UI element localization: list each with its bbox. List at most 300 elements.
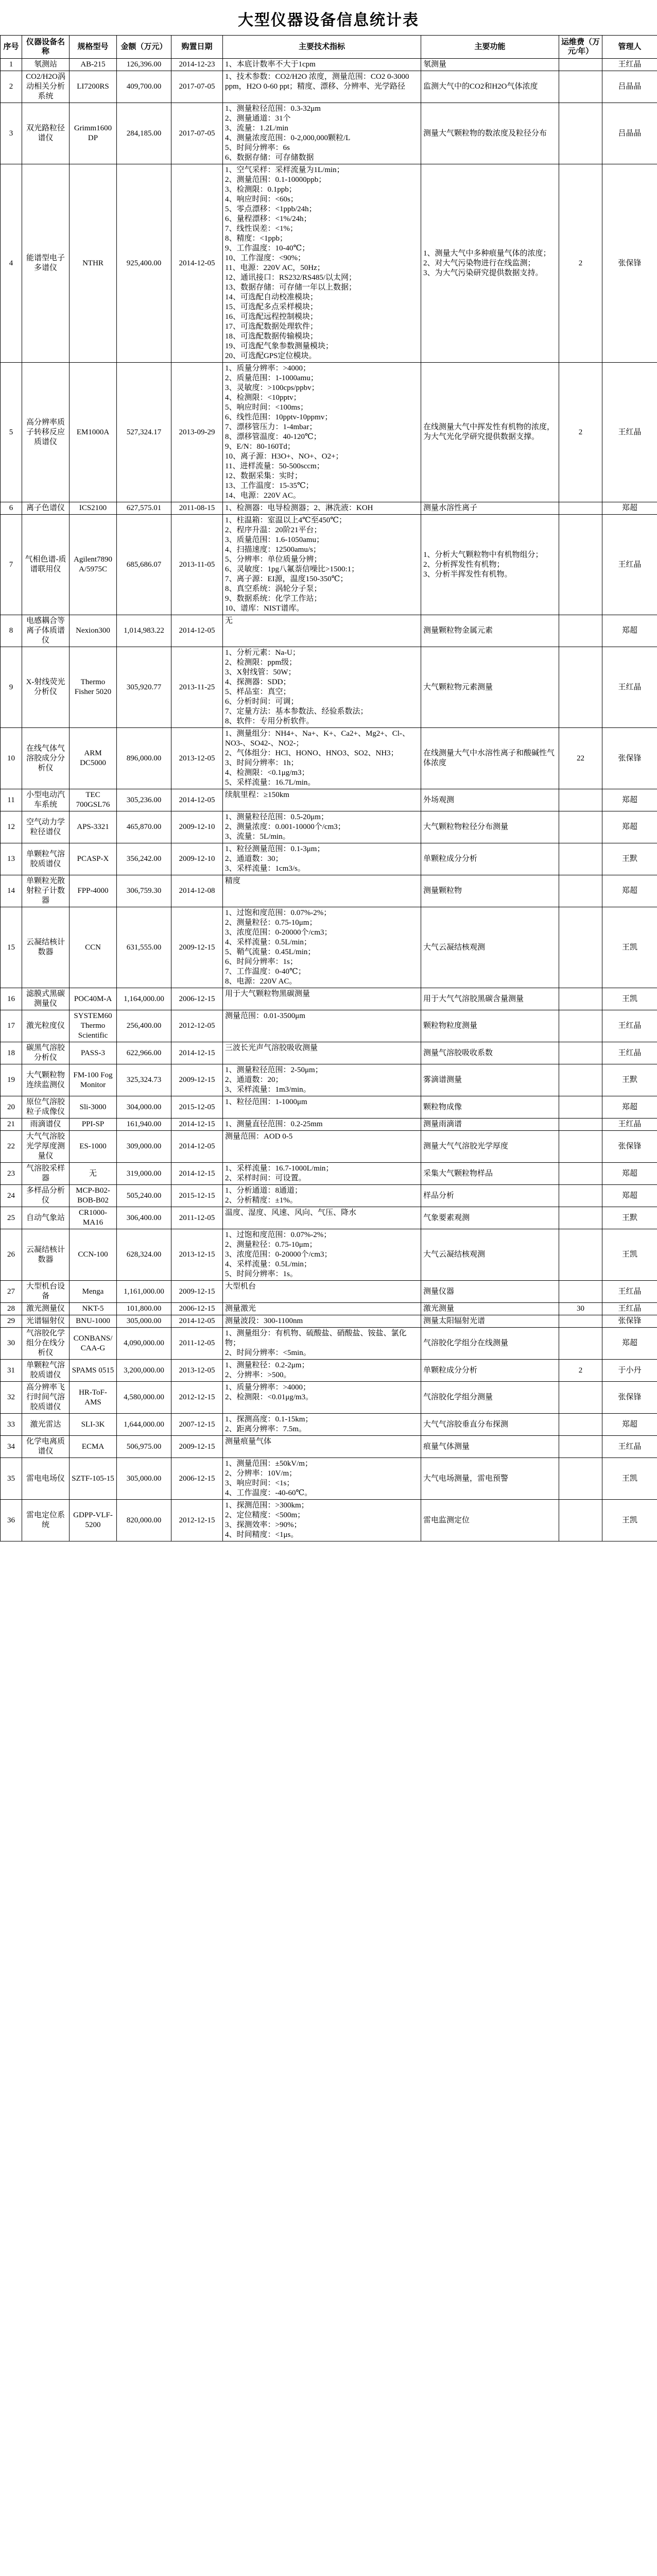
row-date: 2014-12-05 bbox=[171, 164, 223, 363]
row-function: 大气云凝结核观测 bbox=[421, 1229, 559, 1281]
row-amount: 306,759.30 bbox=[117, 875, 171, 907]
row-date: 2014-12-15 bbox=[171, 1118, 223, 1131]
row-date: 2013-12-15 bbox=[171, 1229, 223, 1281]
table-row bbox=[1, 1163, 657, 1185]
row-fee bbox=[559, 1458, 602, 1500]
row-no: 27 bbox=[1, 1281, 22, 1303]
row-specs: 1、本底计数率不大于1cpm bbox=[223, 59, 421, 71]
row-function: 激光测量 bbox=[421, 1303, 559, 1315]
row-amount: 527,324.17 bbox=[117, 363, 171, 502]
row-name: 气相色谱-质谱联用仪 bbox=[22, 515, 70, 615]
row-specs: 测量范围：AOD 0-5 bbox=[223, 1131, 421, 1163]
row-model: FM-100 Fog Monitor bbox=[70, 1064, 117, 1096]
row-specs: 1、探测范围：>300km； 2、定位精度：<500m； 3、探测效率：>90%； 4、时间精度：<1μs。 bbox=[223, 1500, 421, 1541]
row-specs: 1、过饱和度范围：0.07%-2%； 2、测量粒径：0.75-10μm； 3、浓度范围：0-20000个/cm3； 4、采样流量：0.5L/min； 5、鞘气流量：0.45L/min； 6、时间分辨率：1s； 7、工作温度：0-40℃； 8、电源：220V AC。 bbox=[223, 907, 421, 988]
row-amount: 1,161,000.00 bbox=[117, 1281, 171, 1303]
row-name: 能谱型电子多谱仪 bbox=[22, 164, 70, 363]
row-name: 大型机台设备 bbox=[22, 1281, 70, 1303]
table-row bbox=[1, 811, 657, 843]
row-model: SPAMS 0515 bbox=[70, 1360, 117, 1382]
row-no: 8 bbox=[1, 615, 22, 647]
row-fee bbox=[559, 1185, 602, 1207]
row-model: Agilent7890A/5975C bbox=[70, 515, 117, 615]
row-amount: 1,014,983.22 bbox=[117, 615, 171, 647]
row-amount: 925,400.00 bbox=[117, 164, 171, 363]
row-date: 2007-12-15 bbox=[171, 1414, 223, 1436]
table-row bbox=[1, 647, 657, 728]
row-model: MCP-B02-BOB-B02 bbox=[70, 1185, 117, 1207]
row-specs: 1、测量粒径：0.2-2μm； 2、分辨率：>500。 bbox=[223, 1360, 421, 1382]
row-date: 2014-12-23 bbox=[171, 59, 223, 71]
table-row bbox=[1, 1500, 657, 1541]
row-model: BNU-1000 bbox=[70, 1315, 117, 1328]
row-specs: 三波长光声气溶胶吸收测量 bbox=[223, 1042, 421, 1064]
row-model: ES-1000 bbox=[70, 1131, 117, 1163]
row-no: 4 bbox=[1, 164, 22, 363]
row-no: 35 bbox=[1, 1458, 22, 1500]
row-date: 2009-12-15 bbox=[171, 907, 223, 988]
row-function: 在线测量大气中挥发性有机物的浓度，为大气光化学研究提供数据支撑。 bbox=[421, 363, 559, 502]
row-fee bbox=[559, 1131, 602, 1163]
row-amount: 4,090,000.00 bbox=[117, 1328, 171, 1360]
row-model: Sli-3000 bbox=[70, 1096, 117, 1118]
row-model: Nexion300 bbox=[70, 615, 117, 647]
table-row bbox=[1, 1303, 657, 1315]
row-no: 17 bbox=[1, 1010, 22, 1042]
row-date: 2013-12-05 bbox=[171, 1360, 223, 1382]
row-date: 2006-12-15 bbox=[171, 1458, 223, 1500]
row-date: 2014-12-15 bbox=[171, 1163, 223, 1185]
table-row bbox=[1, 363, 657, 502]
row-name: 滤膜式黑碳测量仪 bbox=[22, 988, 70, 1010]
row-manager: 郑超 bbox=[602, 502, 657, 515]
row-fee: 2 bbox=[559, 363, 602, 502]
table-row bbox=[1, 1207, 657, 1229]
row-model: Grimm1600DP bbox=[70, 103, 117, 164]
row-specs: 1、技术参数：CO2/H2O 浓度，测量范围：CO2 0-3000 ppm，H2O 0-60 ppt；精度、漂移、分辨率、光学路径 bbox=[223, 71, 421, 103]
row-model: POC40M-A bbox=[70, 988, 117, 1010]
row-model: AB-215 bbox=[70, 59, 117, 71]
row-function: 测量雨滴谱 bbox=[421, 1118, 559, 1131]
row-fee: 2 bbox=[559, 164, 602, 363]
row-fee bbox=[559, 875, 602, 907]
row-function: 气象要素观测 bbox=[421, 1207, 559, 1229]
row-date: 2014-12-05 bbox=[171, 1131, 223, 1163]
row-amount: 284,185.00 bbox=[117, 103, 171, 164]
row-no: 18 bbox=[1, 1042, 22, 1064]
table-row bbox=[1, 502, 657, 515]
row-manager: 郑超 bbox=[602, 1328, 657, 1360]
row-function: 测量颗粒物 bbox=[421, 875, 559, 907]
table-row bbox=[1, 1229, 657, 1281]
row-name: 激光测量仪 bbox=[22, 1303, 70, 1315]
row-amount: 305,000.00 bbox=[117, 1458, 171, 1500]
row-date: 2009-12-15 bbox=[171, 1064, 223, 1096]
row-specs: 测量激光 bbox=[223, 1303, 421, 1315]
header-function: 主要功能 bbox=[421, 36, 559, 59]
row-amount: 1,164,000.00 bbox=[117, 988, 171, 1010]
row-amount: 305,000.00 bbox=[117, 1315, 171, 1328]
row-name: 激光粒度仪 bbox=[22, 1010, 70, 1042]
row-function: 测量太阳辐射光谱 bbox=[421, 1315, 559, 1328]
row-manager: 王默 bbox=[602, 1207, 657, 1229]
row-name: 单颗粒气溶胶质谱仪 bbox=[22, 843, 70, 875]
row-function: 雾滴谱测量 bbox=[421, 1064, 559, 1096]
row-date: 2012-12-15 bbox=[171, 1500, 223, 1541]
row-function: 测量水溶性离子 bbox=[421, 502, 559, 515]
row-amount: 4,580,000.00 bbox=[117, 1382, 171, 1414]
row-function: 颗粒物粒度测量 bbox=[421, 1010, 559, 1042]
row-date: 2009-12-15 bbox=[171, 1436, 223, 1458]
row-model: LI7200RS bbox=[70, 71, 117, 103]
row-specs: 测量范围：0.01-3500μm bbox=[223, 1010, 421, 1042]
row-specs: 无 bbox=[223, 615, 421, 647]
table-row bbox=[1, 59, 657, 71]
table-row bbox=[1, 1414, 657, 1436]
row-specs: 测量波段：300-1100nm bbox=[223, 1315, 421, 1328]
table-row bbox=[1, 728, 657, 789]
row-amount: 356,242.00 bbox=[117, 843, 171, 875]
row-fee bbox=[559, 1500, 602, 1541]
row-no: 9 bbox=[1, 647, 22, 728]
row-date: 2006-12-15 bbox=[171, 988, 223, 1010]
header-no: 序号 bbox=[1, 36, 22, 59]
row-date: 2017-07-05 bbox=[171, 103, 223, 164]
row-date: 2017-07-05 bbox=[171, 71, 223, 103]
row-date: 2014-12-15 bbox=[171, 1042, 223, 1064]
row-name: 大气气溶胶光学厚度测量仪 bbox=[22, 1131, 70, 1163]
header-specs: 主要技术指标 bbox=[223, 36, 421, 59]
row-model: CCN bbox=[70, 907, 117, 988]
table-row bbox=[1, 1315, 657, 1328]
row-name: 在线气体气溶胶成分分析仪 bbox=[22, 728, 70, 789]
row-amount: 309,000.00 bbox=[117, 1131, 171, 1163]
row-function: 大气电场测量，雷电预警 bbox=[421, 1458, 559, 1500]
row-name: 双光路粒径谱仪 bbox=[22, 103, 70, 164]
row-manager: 王红晶 bbox=[602, 59, 657, 71]
row-model: TEC 700GSL76 bbox=[70, 789, 117, 811]
row-date: 2015-12-15 bbox=[171, 1185, 223, 1207]
row-manager: 王红晶 bbox=[602, 1042, 657, 1064]
row-amount: 465,870.00 bbox=[117, 811, 171, 843]
row-amount: 896,000.00 bbox=[117, 728, 171, 789]
row-manager: 王凯 bbox=[602, 1500, 657, 1541]
row-specs: 1、过饱和度范围：0.07%-2%； 2、测量粒径：0.75-10μm； 3、浓度范围：0-20000个/cm3； 4、采样流量：0.5L/min； 5、时间分辨率：1s。 bbox=[223, 1229, 421, 1281]
row-model: CCN-100 bbox=[70, 1229, 117, 1281]
row-manager: 张保锋 bbox=[602, 728, 657, 789]
table-row bbox=[1, 1436, 657, 1458]
row-fee bbox=[559, 1229, 602, 1281]
row-date: 2014-12-05 bbox=[171, 789, 223, 811]
row-fee bbox=[559, 1010, 602, 1042]
row-manager: 王红晶 bbox=[602, 515, 657, 615]
row-model: CR1000-MA16 bbox=[70, 1207, 117, 1229]
row-manager: 王红晶 bbox=[602, 363, 657, 502]
row-function: 痕量气体测量 bbox=[421, 1436, 559, 1458]
row-manager: 王红晶 bbox=[602, 1118, 657, 1131]
row-date: 2009-12-10 bbox=[171, 811, 223, 843]
row-date: 2012-12-15 bbox=[171, 1382, 223, 1414]
row-fee bbox=[559, 615, 602, 647]
header-date: 购置日期 bbox=[171, 36, 223, 59]
row-no: 15 bbox=[1, 907, 22, 988]
row-manager: 王凯 bbox=[602, 1229, 657, 1281]
row-name: 气溶胶化学组分在线分析仪 bbox=[22, 1328, 70, 1360]
row-manager: 张保锋 bbox=[602, 1382, 657, 1414]
row-date: 2014-12-05 bbox=[171, 615, 223, 647]
row-no: 10 bbox=[1, 728, 22, 789]
row-function: 单颗粒成分分析 bbox=[421, 1360, 559, 1382]
row-function: 测量颗粒物金属元素 bbox=[421, 615, 559, 647]
row-fee bbox=[559, 1118, 602, 1131]
row-fee bbox=[559, 1315, 602, 1328]
header-amount: 金额（万元） bbox=[117, 36, 171, 59]
row-model: EM1000A bbox=[70, 363, 117, 502]
row-specs: 1、检测器：电导检测器；2、淋洗液：KOH bbox=[223, 502, 421, 515]
row-fee bbox=[559, 1207, 602, 1229]
table-row bbox=[1, 1382, 657, 1414]
row-name: 云凝结核计数器 bbox=[22, 1229, 70, 1281]
row-fee bbox=[559, 811, 602, 843]
row-name: 离子色谱仪 bbox=[22, 502, 70, 515]
row-model: CONBANS/CAA-G bbox=[70, 1328, 117, 1360]
row-model: SLI-3K bbox=[70, 1414, 117, 1436]
row-function: 大气云凝结核观测 bbox=[421, 907, 559, 988]
row-name: 激光雷达 bbox=[22, 1414, 70, 1436]
table-body bbox=[1, 59, 657, 1541]
row-manager: 王红晶 bbox=[602, 1281, 657, 1303]
row-no: 12 bbox=[1, 811, 22, 843]
row-specs: 1、测量直径范围：0.2-25mm bbox=[223, 1118, 421, 1131]
row-name: CO2/H2O涡动相关分析系统 bbox=[22, 71, 70, 103]
row-model: SYSTEM60 Thermo Scientific bbox=[70, 1010, 117, 1042]
row-no: 2 bbox=[1, 71, 22, 103]
row-manager: 郑超 bbox=[602, 1185, 657, 1207]
row-fee: 22 bbox=[559, 728, 602, 789]
row-specs: 1、测量粒径范围：0.3-32μm 2、测量通道：31个 3、流量：1.2L/min 4、测量浓度范围：0-2,000,000颗粒/L 5、时间分辨率：6s 6、数据存储：可存储数据 bbox=[223, 103, 421, 164]
row-no: 31 bbox=[1, 1360, 22, 1382]
row-function: 在线测量大气中水溶性离子和酸碱性气体浓度 bbox=[421, 728, 559, 789]
table-row bbox=[1, 907, 657, 988]
row-specs: 精度 bbox=[223, 875, 421, 907]
row-function: 大气颗粒物元素测量 bbox=[421, 647, 559, 728]
row-name: X-射线荧光分析仪 bbox=[22, 647, 70, 728]
row-name: 空气动力学粒径谱仪 bbox=[22, 811, 70, 843]
row-manager: 郑超 bbox=[602, 811, 657, 843]
row-function: 样品分析 bbox=[421, 1185, 559, 1207]
row-name: 大气颗粒物连续监测仪 bbox=[22, 1064, 70, 1096]
row-manager: 于小丹 bbox=[602, 1360, 657, 1382]
row-manager: 郑超 bbox=[602, 1096, 657, 1118]
row-amount: 820,000.00 bbox=[117, 1500, 171, 1541]
row-fee bbox=[559, 515, 602, 615]
row-date: 2013-09-29 bbox=[171, 363, 223, 502]
row-amount: 306,400.00 bbox=[117, 1207, 171, 1229]
row-function: 单颗粒成分分析 bbox=[421, 843, 559, 875]
row-model: NTHR bbox=[70, 164, 117, 363]
row-fee bbox=[559, 1163, 602, 1185]
row-specs: 1、质量分辨率：>4000； 2、检测限：<0.01μg/m3。 bbox=[223, 1382, 421, 1414]
row-model: APS-3321 bbox=[70, 811, 117, 843]
row-specs: 1、测量组分：NH4+、Na+、K+、Ca2+、Mg2+、Cl-、NO3-、SO42-、NO2-； 2、气体组分：HCl、HONO、HNO3、SO2、NH3； 3、时间分辨率：1h； 4、检测限：<0.1μg/m3； 5、采样流量：16.7L/min。 bbox=[223, 728, 421, 789]
table-row bbox=[1, 1360, 657, 1382]
table-row bbox=[1, 1185, 657, 1207]
row-model: NKT-5 bbox=[70, 1303, 117, 1315]
row-manager: 吕晶晶 bbox=[602, 71, 657, 103]
row-date: 2014-12-05 bbox=[171, 1315, 223, 1328]
row-specs: 用于大气颗粒物黑碳测量 bbox=[223, 988, 421, 1010]
row-date: 2006-12-15 bbox=[171, 1303, 223, 1315]
row-no: 36 bbox=[1, 1500, 22, 1541]
row-no: 19 bbox=[1, 1064, 22, 1096]
row-date: 2009-12-15 bbox=[171, 1281, 223, 1303]
table-row bbox=[1, 1096, 657, 1118]
row-name: 多样品分析仪 bbox=[22, 1185, 70, 1207]
row-no: 14 bbox=[1, 875, 22, 907]
table-row bbox=[1, 1118, 657, 1131]
row-no: 1 bbox=[1, 59, 22, 71]
row-name: 雷电定位系统 bbox=[22, 1500, 70, 1541]
row-name: 云凝结核计数器 bbox=[22, 907, 70, 988]
row-specs: 1、测量范围：±50kV/m； 2、分辨率：10V/m； 3、响应时间：<1s； 4、工作温度：-40-60℃。 bbox=[223, 1458, 421, 1500]
row-function: 氡测量 bbox=[421, 59, 559, 71]
row-amount: 126,396.00 bbox=[117, 59, 171, 71]
row-function: 外场观测 bbox=[421, 789, 559, 811]
row-name: 高分辨率飞行时间气溶胶质谱仪 bbox=[22, 1382, 70, 1414]
row-model: HR-ToF-AMS bbox=[70, 1382, 117, 1414]
row-no: 28 bbox=[1, 1303, 22, 1315]
row-specs: 1、分析元素：Na-U； 2、检测限：ppm级； 3、X射线管：50W； 4、探测器：SDD； 5、样品室：真空； 6、分析时间：可调； 7、定量方法：基本参数法、经验系数法； 8、软件：专用分析软件。 bbox=[223, 647, 421, 728]
row-manager: 张保锋 bbox=[602, 1131, 657, 1163]
page-title: 大型仪器设备信息统计表 bbox=[238, 12, 419, 29]
table-row bbox=[1, 789, 657, 811]
row-function: 监测大气中的CO2和H2O气体浓度 bbox=[421, 71, 559, 103]
row-model: ICS2100 bbox=[70, 502, 117, 515]
row-manager: 王默 bbox=[602, 1064, 657, 1096]
row-name: 光谱辐射仪 bbox=[22, 1315, 70, 1328]
row-model: PPI-SP bbox=[70, 1118, 117, 1131]
row-no: 30 bbox=[1, 1328, 22, 1360]
row-amount: 685,686.07 bbox=[117, 515, 171, 615]
row-date: 2011-08-15 bbox=[171, 502, 223, 515]
row-manager: 郑超 bbox=[602, 1414, 657, 1436]
table-row bbox=[1, 1328, 657, 1360]
row-specs: 1、测量粒径范围：2-50μm； 2、通道数：20； 3、采样流量：1m3/min。 bbox=[223, 1064, 421, 1096]
row-function: 1、分析大气颗粒物中有机物组分； 2、分析挥发性有机物； 3、分析半挥发性有机物。 bbox=[421, 515, 559, 615]
table-row bbox=[1, 1458, 657, 1500]
row-no: 5 bbox=[1, 363, 22, 502]
row-manager: 王凯 bbox=[602, 907, 657, 988]
row-fee bbox=[559, 988, 602, 1010]
table-row bbox=[1, 1281, 657, 1303]
row-no: 16 bbox=[1, 988, 22, 1010]
header-model: 规格型号 bbox=[70, 36, 117, 59]
row-amount: 628,324.00 bbox=[117, 1229, 171, 1281]
row-amount: 256,400.00 bbox=[117, 1010, 171, 1042]
row-amount: 627,575.01 bbox=[117, 502, 171, 515]
row-date: 2011-12-05 bbox=[171, 1207, 223, 1229]
row-function: 测量气溶胶吸收系数 bbox=[421, 1042, 559, 1064]
row-function: 采集大气颗粒物样品 bbox=[421, 1163, 559, 1185]
row-name: 碳黑气溶胶分析仪 bbox=[22, 1042, 70, 1064]
row-specs: 1、粒径范围：1-1000μm bbox=[223, 1096, 421, 1118]
table-row bbox=[1, 615, 657, 647]
row-model: PCASP-X bbox=[70, 843, 117, 875]
row-specs: 1、粒径测量范围：0.1-3μm； 2、通道数：30； 3、采样流量：1cm3/s。 bbox=[223, 843, 421, 875]
table-row bbox=[1, 1064, 657, 1096]
table-row bbox=[1, 164, 657, 363]
row-no: 33 bbox=[1, 1414, 22, 1436]
row-specs: 1、柱温箱：室温以上4℃至450℃； 2、程序升温：20阶21平台； 3、质量范围：1.6-1050amu； 4、扫描速度：12500amu/s； 5、分辨率：单位质量分辨； 6、灵敏度：1pg八氟萘信噪比>1500:1； 7、离子源：EI源，温度150-350℃； 8、真空系统：涡轮分子泵； 9、数据系统：化学工作站； 10、谱库：NIST谱库。 bbox=[223, 515, 421, 615]
row-fee bbox=[559, 1281, 602, 1303]
row-fee: 30 bbox=[559, 1303, 602, 1315]
row-fee bbox=[559, 103, 602, 164]
row-amount: 505,240.00 bbox=[117, 1185, 171, 1207]
row-manager: 郑超 bbox=[602, 615, 657, 647]
row-fee bbox=[559, 1382, 602, 1414]
row-no: 26 bbox=[1, 1229, 22, 1281]
row-no: 23 bbox=[1, 1163, 22, 1185]
row-function: 测量大气颗粒物的数浓度及粒径分布 bbox=[421, 103, 559, 164]
row-specs: 续航里程：≥150km bbox=[223, 789, 421, 811]
row-date: 2013-11-25 bbox=[171, 647, 223, 728]
row-specs: 大型机台 bbox=[223, 1281, 421, 1303]
row-no: 13 bbox=[1, 843, 22, 875]
row-function: 气溶胶化学组分在线测量 bbox=[421, 1328, 559, 1360]
row-name: 雨滴谱仪 bbox=[22, 1118, 70, 1131]
row-fee bbox=[559, 502, 602, 515]
row-manager: 张保锋 bbox=[602, 164, 657, 363]
row-specs: 1、测量粒径范围：0.5-20μm； 2、测量浓度：0.001-10000个/cm3； 3、流量：5L/min。 bbox=[223, 811, 421, 843]
row-model: GDPP-VLF-5200 bbox=[70, 1500, 117, 1541]
row-no: 11 bbox=[1, 789, 22, 811]
row-function: 雷电监测定位 bbox=[421, 1500, 559, 1541]
row-function: 用于大气气溶胶黑碳含量测量 bbox=[421, 988, 559, 1010]
row-model: PASS-3 bbox=[70, 1042, 117, 1064]
row-manager: 张保锋 bbox=[602, 1315, 657, 1328]
row-specs: 温度、湿度、风速、风向、气压、降水 bbox=[223, 1207, 421, 1229]
row-fee bbox=[559, 907, 602, 988]
row-no: 22 bbox=[1, 1131, 22, 1163]
row-amount: 506,975.00 bbox=[117, 1436, 171, 1458]
row-fee bbox=[559, 1414, 602, 1436]
table-row bbox=[1, 1010, 657, 1042]
row-amount: 325,324.73 bbox=[117, 1064, 171, 1096]
row-amount: 319,000.00 bbox=[117, 1163, 171, 1185]
table-row bbox=[1, 71, 657, 103]
equipment-table bbox=[0, 35, 657, 1541]
row-amount: 305,920.77 bbox=[117, 647, 171, 728]
row-specs: 1、空气采样：采样流量为1L/min； 2、测量范围：0.1-10000ppb； 3、检测限：0.1ppb； 4、响应时间：<60s； 5、零点漂移：<1ppb/24h； 6、量程漂移：<1%/24h； 7、线性误差：<1%； 8、精度：<1ppb； 9、工作温度：10-40℃； 10、工作湿度：<90%； 11、电源：220V AC，50Hz； 12、通讯接口：RS232/RS485/以太网； 13、数据存储：可存储一年以上数据； 14、可选配自动校准模块； 15、可选配多点采样模块； 16、可选配远程控制模块； 17、可选配数据处理软件； 18、可选配数据传输模块； 19、可选配气象参数测量模块； 20、可选配GPS定位模块。 bbox=[223, 164, 421, 363]
row-no: 24 bbox=[1, 1185, 22, 1207]
row-manager: 王红晶 bbox=[602, 1436, 657, 1458]
row-amount: 3,200,000.00 bbox=[117, 1360, 171, 1382]
row-manager: 王凯 bbox=[602, 1458, 657, 1500]
row-model: 无 bbox=[70, 1163, 117, 1185]
row-no: 7 bbox=[1, 515, 22, 615]
row-name: 氡测站 bbox=[22, 59, 70, 71]
row-manager: 郑超 bbox=[602, 789, 657, 811]
table-row bbox=[1, 875, 657, 907]
row-fee bbox=[559, 647, 602, 728]
row-no: 20 bbox=[1, 1096, 22, 1118]
row-fee: 2 bbox=[559, 1360, 602, 1382]
row-specs: 1、探测高度：0.1-15km； 2、距离分辨率：7.5m。 bbox=[223, 1414, 421, 1436]
row-fee bbox=[559, 1096, 602, 1118]
row-specs: 测量痕量气体 bbox=[223, 1436, 421, 1458]
row-date: 2012-12-05 bbox=[171, 1010, 223, 1042]
row-name: 小型电动汽车系统 bbox=[22, 789, 70, 811]
